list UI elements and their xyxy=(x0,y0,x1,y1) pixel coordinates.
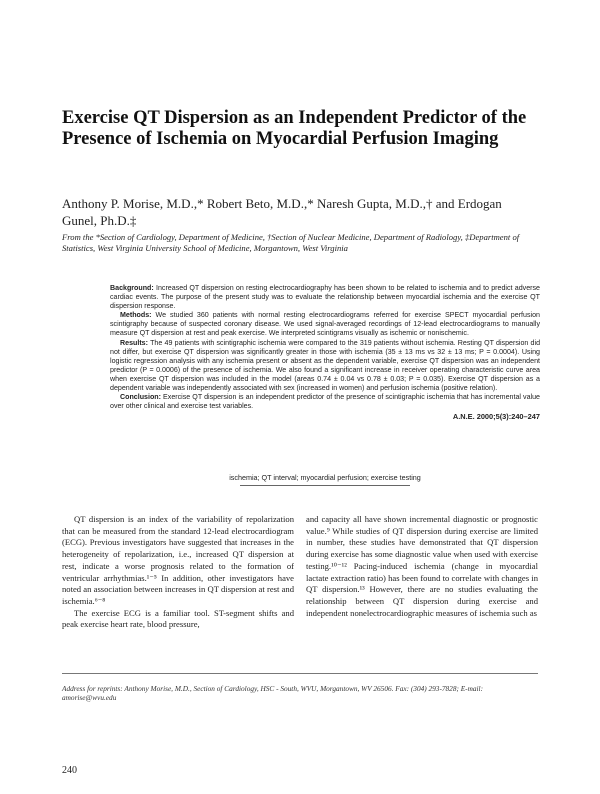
abstract-background-text: Increased QT dispersion on resting electrocardiography has been shown to be related to ischemia and to predict adverse cardiac events. The purpose of the present study was to evaluate the relationship between myocardial ischemia and the exercise QT dispersion response. xyxy=(110,284,540,311)
abstract-methods xyxy=(110,311,540,338)
abstract-conclusion xyxy=(110,393,540,411)
abstract-results-text: The 49 patients with scintigraphic ischemia were compared to the 319 patients without ischemia. Resting QT dispersion did not differ, but exercise QT dispersion was significantly greater in those with ischemia (35 ± 13 ms vs 32 ± 13 ms; P = 0.0004). Using logistic regression analysis with any ischemia present or absent as the dependent variable, exercise QT dispersion was an independent predictor (P = 0.0006) of the presence of ischemia. We also found a significant increase in receiver operating characteristic curve area when exercise QT dispersion was included in the model (areas 0.74 ± 0.04 vs 0.78 ± 0.03; P = 0.035). Exercise QT dispersion as a dependent variable was independently associated with sex (increased in women) and perfusion ischemia (positive relation). xyxy=(110,338,541,393)
body-paragraph: and capacity all have shown incremental diagnostic or prognostic value.⁹ While studies of QT dispersion during exercise are limited in number, these studies have demonstrated that QT dispersion during exercise has some diagnostic value when used with exercise testing.¹⁰⁻¹² Pacing-induced ischemia (change in myocardial lactate extraction ratio) has been found to correlate with changes in QT dispersion.¹³ However, there are no studies evaluating the relationship between QT dispersion during exercise and independent nonelectrocardiographic measures of ischemia such as xyxy=(306,514,538,618)
author-affiliation: From the *Section of Cardiology, Department of Medicine, †Section of Nuclear Medicine, Department of Radiology, ‡Department of Statistics, West Virginia University School of Medicine, Morgantown, West Virginia xyxy=(62,232,520,254)
body-column-left xyxy=(62,514,294,631)
abstract-methods-text: We studied 360 patients with normal resting electrocardiograms referred for exercise SPECT myocardial perfusion scintigraphy because of suspected coronary disease. We used signal-averaged recordings of 12-lead electrocardiograms to manually measure QT dispersion at rest and peak exercise. We interpreted scintigrams visually as ischemic or nonischemic. xyxy=(110,311,540,338)
abstract-conclusion-label: Conclusion: xyxy=(120,393,161,402)
body-paragraph: QT dispersion is an index of the variability of repolarization that can be measured from the standard 12-lead electrocardiogram (ECG). Previous investigators have suggested that increases in the heterogeneity of repolarization, i.e., increased QT dispersion at rest, indicate a worse prognosis related to the formation of ventricular arrhythmias.¹⁻⁵ In addition, other investigators have noted an association between increases in QT dispersion at rest and ischemia.⁶⁻⁸ xyxy=(62,514,294,606)
page-number: 240 xyxy=(62,765,77,776)
abstract-conclusion-text: Exercise QT dispersion is an independent predictor of the presence of scintigraphic ischemia that has incremental value over other clinical and exercise test variables. xyxy=(110,393,540,411)
body-column-right xyxy=(306,514,538,619)
abstract-results xyxy=(110,339,540,394)
article-title: Exercise QT Dispersion as an Independent Predictor of the Presence of Ischemia on Myocardial Perfusion Imaging xyxy=(62,108,527,149)
footnote-divider xyxy=(62,673,538,674)
body-paragraph: The exercise ECG is a familiar tool. ST-segment shifts and peak exercise heart rate, blood pressure, xyxy=(62,607,294,630)
abstract xyxy=(110,284,540,421)
abstract-results-label: Results: xyxy=(120,338,148,347)
abstract-methods-label: Methods: xyxy=(120,311,152,320)
abstract-background-label: Background: xyxy=(110,284,154,292)
reprint-address-footnote: Address for reprints: Anthony Morise, M.D., Section of Cardiology, HSC - South, WVU, Morgantown, WV 26506. Fax: (304) 293-7828; E-mail: amorise@wvu.edu xyxy=(62,684,484,703)
keywords-divider xyxy=(240,485,410,486)
abstract-background xyxy=(110,284,540,311)
author-list: Anthony P. Morise, M.D.,* Robert Beto, M.D.,* Naresh Gupta, M.D.,† and Erdogan Gunel, Ph.D.‡ xyxy=(62,196,502,228)
keywords: ischemia; QT interval; myocardial perfusion; exercise testing xyxy=(229,473,421,482)
journal-citation: A.N.E. 2000;5(3):240–247 xyxy=(452,412,540,422)
